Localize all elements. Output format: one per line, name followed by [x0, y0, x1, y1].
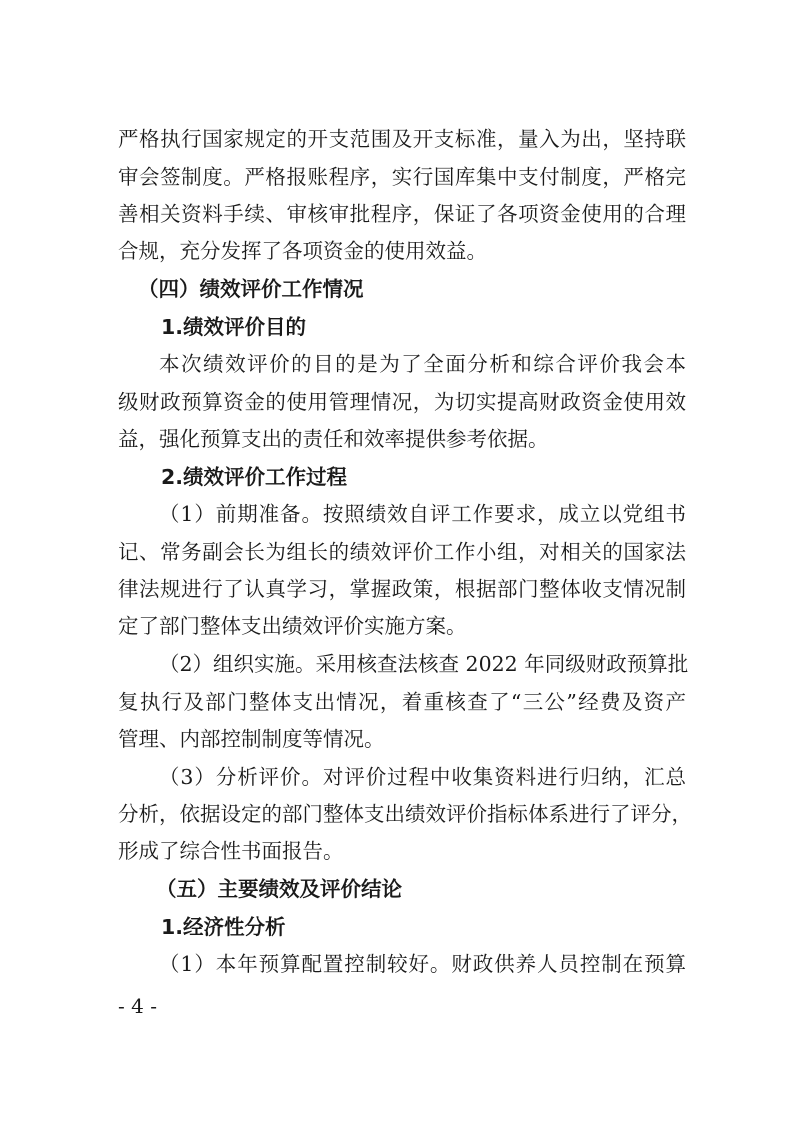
subsection-heading: 2.绩效评价工作过程	[161, 465, 348, 489]
paragraph-line: （2）组织实施。采用核查法核查 2022 年同级财政预算批	[159, 652, 689, 676]
page-number: - 4 -	[118, 994, 157, 1018]
paragraph-line: 管理、内部控制制度等情况。	[118, 727, 385, 751]
paragraph-line: 律法规进行了认真学习，掌握政策，根据部门整体收支情况制	[118, 577, 686, 601]
paragraph-line: 定了部门整体支出绩效评价实施方案。	[118, 614, 467, 638]
paragraph-line: 复执行及部门整体支出情况，着重核查了“三公”经费及资产	[118, 690, 686, 714]
paragraph-line: 级财政预算资金的使用管理情况，为切实提高财政资金使用效	[118, 390, 686, 414]
paragraph-line: 合规，充分发挥了各项资金的使用效益。	[118, 239, 487, 263]
paragraph-line: （3）分析评价。对评价过程中收集资料进行归纳，汇总	[159, 765, 686, 789]
paragraph-line: 严格执行国家规定的开支范围及开支标准，量入为出，坚持联	[118, 127, 686, 151]
paragraph-line: 本次绩效评价的目的是为了全面分析和综合评价我会本	[159, 352, 686, 376]
paragraph-line: 审会签制度。严格报账程序，实行国库集中支付制度，严格完	[118, 165, 686, 189]
subsection-heading: 1.经济性分析	[161, 915, 286, 939]
section-heading: （四）绩效评价工作情况	[138, 277, 364, 301]
paragraph-line: 记、常务副会长为组长的绩效评价工作小组，对相关的国家法	[118, 540, 686, 564]
paragraph-line: 善相关资料手续、审核审批程序，保证了各项资金使用的合理	[118, 202, 686, 226]
paragraph-line: 益，强化预算支出的责任和效率提供参考依据。	[118, 427, 549, 451]
paragraph-line: 分析，依据设定的部门整体支出绩效评价指标体系进行了评分，	[118, 802, 692, 826]
section-heading: （五）主要绩效及评价结论	[156, 877, 402, 901]
subsection-heading: 1.绩效评价目的	[161, 315, 307, 339]
paragraph-line: （1）本年预算配置控制较好。财政供养人员控制在预算	[159, 952, 686, 976]
paragraph-line: （1）前期准备。按照绩效自评工作要求，成立以党组书	[159, 502, 686, 526]
paragraph-line: 形成了综合性书面报告。	[118, 839, 344, 863]
